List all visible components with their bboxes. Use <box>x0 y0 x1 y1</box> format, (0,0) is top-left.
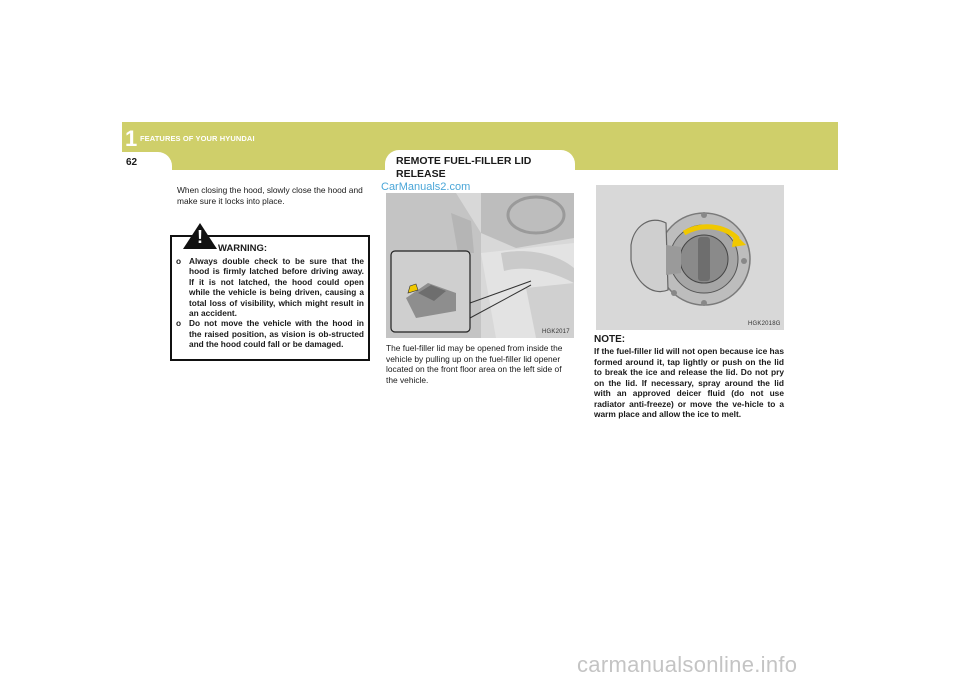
image-code-hgk2017: HGK2017 <box>542 329 570 335</box>
section-title: REMOTE FUEL-FILLER LID RELEASE <box>396 155 532 180</box>
chapter-number: 1 <box>125 126 138 151</box>
footer-logo-link[interactable]: carmanualsonline.info <box>577 652 798 677</box>
warning-item <box>176 318 364 349</box>
page-number: 62 <box>126 157 138 168</box>
note-title: NOTE: <box>594 334 626 345</box>
warning-item-text: Do not move the vehicle with the hood in the raised position, as vision is ob-structed and the hood could fall or be damaged. <box>189 318 364 350</box>
warning-bullet: o <box>176 318 182 329</box>
watermark-text: CarManuals2.com <box>381 181 471 193</box>
warning-list <box>176 256 364 350</box>
chapter-title: FEATURES OF YOUR HYUNDAI <box>140 134 255 143</box>
fuel-lid-opener-illustration <box>386 193 574 338</box>
warning-item-text: Always double check to be sure that the hood is firmly latched before driving away. If it is not latched, the hood could open while the vehicle is being driven, causing a total loss of visibility, which might result in an accident. <box>189 256 364 319</box>
warning-item <box>176 256 364 318</box>
car-interior-drawing <box>386 193 574 338</box>
image-code-hgk2018g: HGK2018G <box>748 321 781 327</box>
warning-title: WARNING: <box>218 243 268 254</box>
fuel-lid-body-text: The fuel-filler lid may be opened from inside the vehicle by pulling up on the fuel-filler lid opener located on the front floor area on the left side of the vehicle. <box>386 343 563 385</box>
warning-bullet: o <box>176 256 182 266</box>
fuel-filler-cap-illustration <box>596 185 784 330</box>
warning-exclamation: ! <box>197 227 203 247</box>
note-text: If the fuel-filler lid will not open because ice has formed around it, tap lightly or push on the lid to break the ice and release the lid. Do not pry on the lid. If necessary, spray around the lid with an approved deicer fluid (do not use radiator anti-freeze) or move the ve-hicle to a warm place and allow the ice to melt. <box>594 346 784 419</box>
hood-closing-text: When closing the hood, slowly close the hood and make sure it locks into place. <box>177 185 363 206</box>
fuel-cap-drawing <box>596 185 784 330</box>
